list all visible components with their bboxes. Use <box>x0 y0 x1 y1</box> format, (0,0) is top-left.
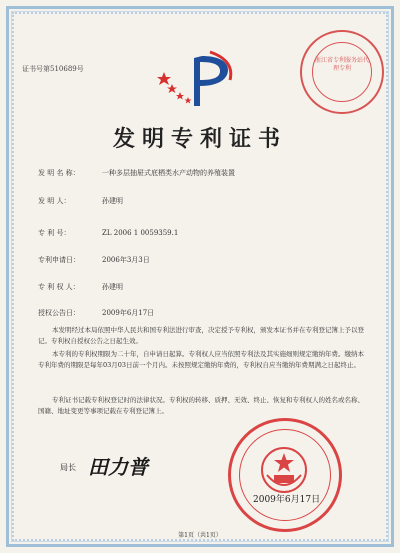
field-invention-name: 发 明 名 称： 一种多层抽屉式底栖类水产动物的养殖装置 <box>38 169 235 177</box>
official-seal <box>228 418 342 532</box>
paragraph-grant: 本发明经过本局依照中华人民共和国专利法进行审查，决定授予专利权，颁发本证书并在专利登记簿上予以登记。专利权自授权公告之日起生效。 <box>38 326 364 345</box>
field-grant-date: 授权公告日： 2009年6月17日 <box>38 309 155 317</box>
field-application-date: 专利申请日： 2006年3月3日 <box>38 256 150 264</box>
field-patent-number: 专 利 号： ZL 2006 1 0059359.1 <box>38 229 179 237</box>
agency-stamp-text: 浙江省专利服务站代理专利 <box>314 57 369 72</box>
certificate-number: 证书号第510689号 <box>22 65 84 73</box>
page-number: 第1页（共1页） <box>178 532 222 539</box>
agency-stamp <box>300 30 384 114</box>
national-emblem-icon <box>259 445 309 495</box>
signature-name: 田力普 <box>88 455 148 479</box>
director-label: 局长 <box>60 463 76 472</box>
certificate-title: 发明专利证书 <box>112 126 287 152</box>
paragraph-term: 本专利的专利权期限为二十年，自申请日起算。专利权人应当依照专利法及其实施细则规定缴纳年费。缴纳本专利年费的期限是每年03月03日前一个月内。未按照规定缴纳年费的，专利权自应当缴纳年费期满之日起终止。 <box>38 350 364 369</box>
field-patentee: 专 利 权 人： 孙建明 <box>38 283 123 291</box>
patent-office-logo-icon <box>150 50 250 110</box>
director-signature-icon <box>86 450 166 480</box>
paragraph-record: 专利证书记载专利权登记时的法律状况。专利权的转移、质押、无效、终止、恢复和专利权人的姓名或名称、国籍、地址变更等事项记载在专利登记簿上。 <box>38 396 364 415</box>
seal-date: 2009年6月17日 <box>253 495 321 505</box>
field-inventor: 发 明 人： 孙建明 <box>38 197 123 205</box>
